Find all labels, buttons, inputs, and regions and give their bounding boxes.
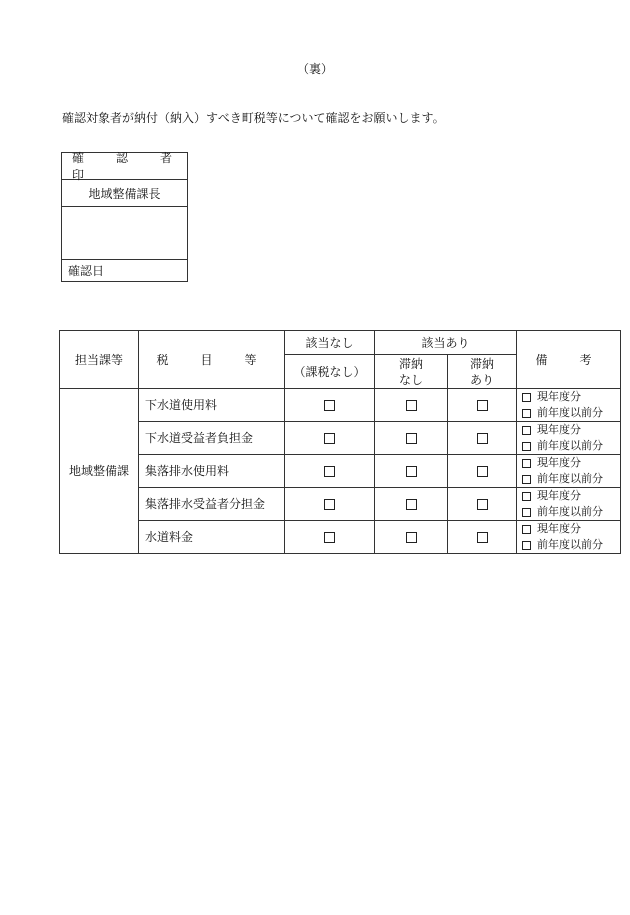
not-applicable-checkbox-cell (285, 521, 375, 554)
table-row (60, 455, 621, 488)
no-overdue-checkbox-cell (375, 488, 448, 521)
remarks-cell (517, 488, 621, 521)
not-applicable-checkbox-cell (285, 422, 375, 455)
tax-item-label: 水道料金 (139, 521, 285, 554)
remark-option (522, 488, 620, 504)
remark-option (522, 504, 620, 520)
remarks-cell (517, 455, 621, 488)
confirmer-stamp-box (61, 151, 205, 282)
no-overdue-checkbox[interactable] (406, 466, 417, 477)
remark-option-label: 現年度分 (537, 423, 582, 436)
table-row (60, 521, 621, 554)
no-overdue-checkbox[interactable] (406, 433, 417, 444)
remark-option-label: 現年度分 (537, 456, 582, 469)
remark-option (522, 471, 620, 487)
stamp-box-title: 確 認 者 印 (62, 153, 187, 180)
tax-item-label: 下水道使用料 (139, 389, 285, 422)
remark-option (522, 455, 620, 471)
header-item: 税 目 等 (139, 331, 285, 389)
remark-option (522, 521, 620, 537)
remark-checkbox[interactable] (522, 508, 531, 517)
stamp-box-department: 地域整備課長 (62, 180, 187, 207)
overdue-checkbox[interactable] (477, 499, 488, 510)
not-applicable-checkbox[interactable] (324, 433, 335, 444)
not-applicable-checkbox[interactable] (324, 532, 335, 543)
remark-option-label: 現年度分 (537, 390, 582, 403)
remark-option-label: 前年度以前分 (537, 538, 604, 551)
table-row (60, 488, 621, 521)
not-applicable-checkbox[interactable] (324, 400, 335, 411)
remark-checkbox[interactable] (522, 541, 531, 550)
no-overdue-checkbox[interactable] (406, 499, 417, 510)
header-not-applicable: 該当なし (285, 331, 375, 355)
remark-checkbox[interactable] (522, 393, 531, 402)
header-remarks: 備 考 (517, 331, 621, 389)
remarks-cell (517, 521, 621, 554)
overdue-checkbox-cell (448, 389, 517, 422)
remark-option (522, 438, 620, 454)
no-overdue-checkbox-cell (375, 389, 448, 422)
remark-checkbox[interactable] (522, 426, 531, 435)
header-not-applicable-sub: （課税なし） (285, 355, 375, 389)
remark-option-label: 前年度以前分 (537, 472, 604, 485)
remarks-cell (517, 422, 621, 455)
remarks-cell (517, 389, 621, 422)
tax-item-label: 下水道受益者負担金 (139, 422, 285, 455)
remark-option (522, 389, 620, 405)
no-overdue-checkbox-cell (375, 521, 448, 554)
not-applicable-checkbox[interactable] (324, 499, 335, 510)
tax-item-label: 集落排水受益者分担金 (139, 488, 285, 521)
remark-checkbox[interactable] (522, 442, 531, 451)
no-overdue-checkbox-cell (375, 455, 448, 488)
remark-checkbox[interactable] (522, 475, 531, 484)
no-overdue-checkbox[interactable] (406, 532, 417, 543)
no-overdue-checkbox[interactable] (406, 400, 417, 411)
overdue-checkbox-cell (448, 521, 517, 554)
tax-confirmation-table (59, 330, 621, 554)
table-row (60, 422, 621, 455)
overdue-checkbox-cell (448, 455, 517, 488)
confirmation-date-label: 確認日 (68, 264, 105, 278)
not-applicable-checkbox-cell (285, 389, 375, 422)
remark-option-label: 前年度以前分 (537, 439, 604, 452)
table-row (60, 389, 621, 422)
overdue-checkbox-cell (448, 488, 517, 521)
overdue-checkbox[interactable] (477, 532, 488, 543)
remark-option (522, 422, 620, 438)
remark-checkbox[interactable] (522, 492, 531, 501)
tax-item-label: 集落排水使用料 (139, 455, 285, 488)
remark-option-label: 現年度分 (537, 489, 582, 502)
overdue-checkbox[interactable] (477, 433, 488, 444)
overdue-checkbox-cell (448, 422, 517, 455)
request-text: 確認対象者が納付（納入）すべき町税等について確認をお願いします。 (62, 111, 445, 125)
remark-checkbox[interactable] (522, 409, 531, 418)
header-department: 担当課等 (60, 331, 139, 389)
remark-option (522, 405, 620, 421)
header-overdue: 滞納 あり (448, 355, 517, 389)
no-overdue-checkbox-cell (375, 422, 448, 455)
not-applicable-checkbox-cell (285, 455, 375, 488)
remark-checkbox[interactable] (522, 459, 531, 468)
page-heading: （裏） (296, 62, 333, 76)
not-applicable-checkbox-cell (285, 488, 375, 521)
remark-option-label: 前年度以前分 (537, 505, 604, 518)
header-applicable: 該当あり (375, 331, 517, 355)
department-cell: 地域整備課 (60, 389, 139, 554)
header-no-overdue: 滞納 なし (375, 355, 448, 389)
remark-option-label: 現年度分 (537, 522, 582, 535)
remark-option-label: 前年度以前分 (537, 406, 604, 419)
overdue-checkbox[interactable] (477, 400, 488, 411)
not-applicable-checkbox[interactable] (324, 466, 335, 477)
stamp-area[interactable] (62, 207, 187, 260)
remark-option (522, 537, 620, 553)
overdue-checkbox[interactable] (477, 466, 488, 477)
remark-checkbox[interactable] (522, 525, 531, 534)
